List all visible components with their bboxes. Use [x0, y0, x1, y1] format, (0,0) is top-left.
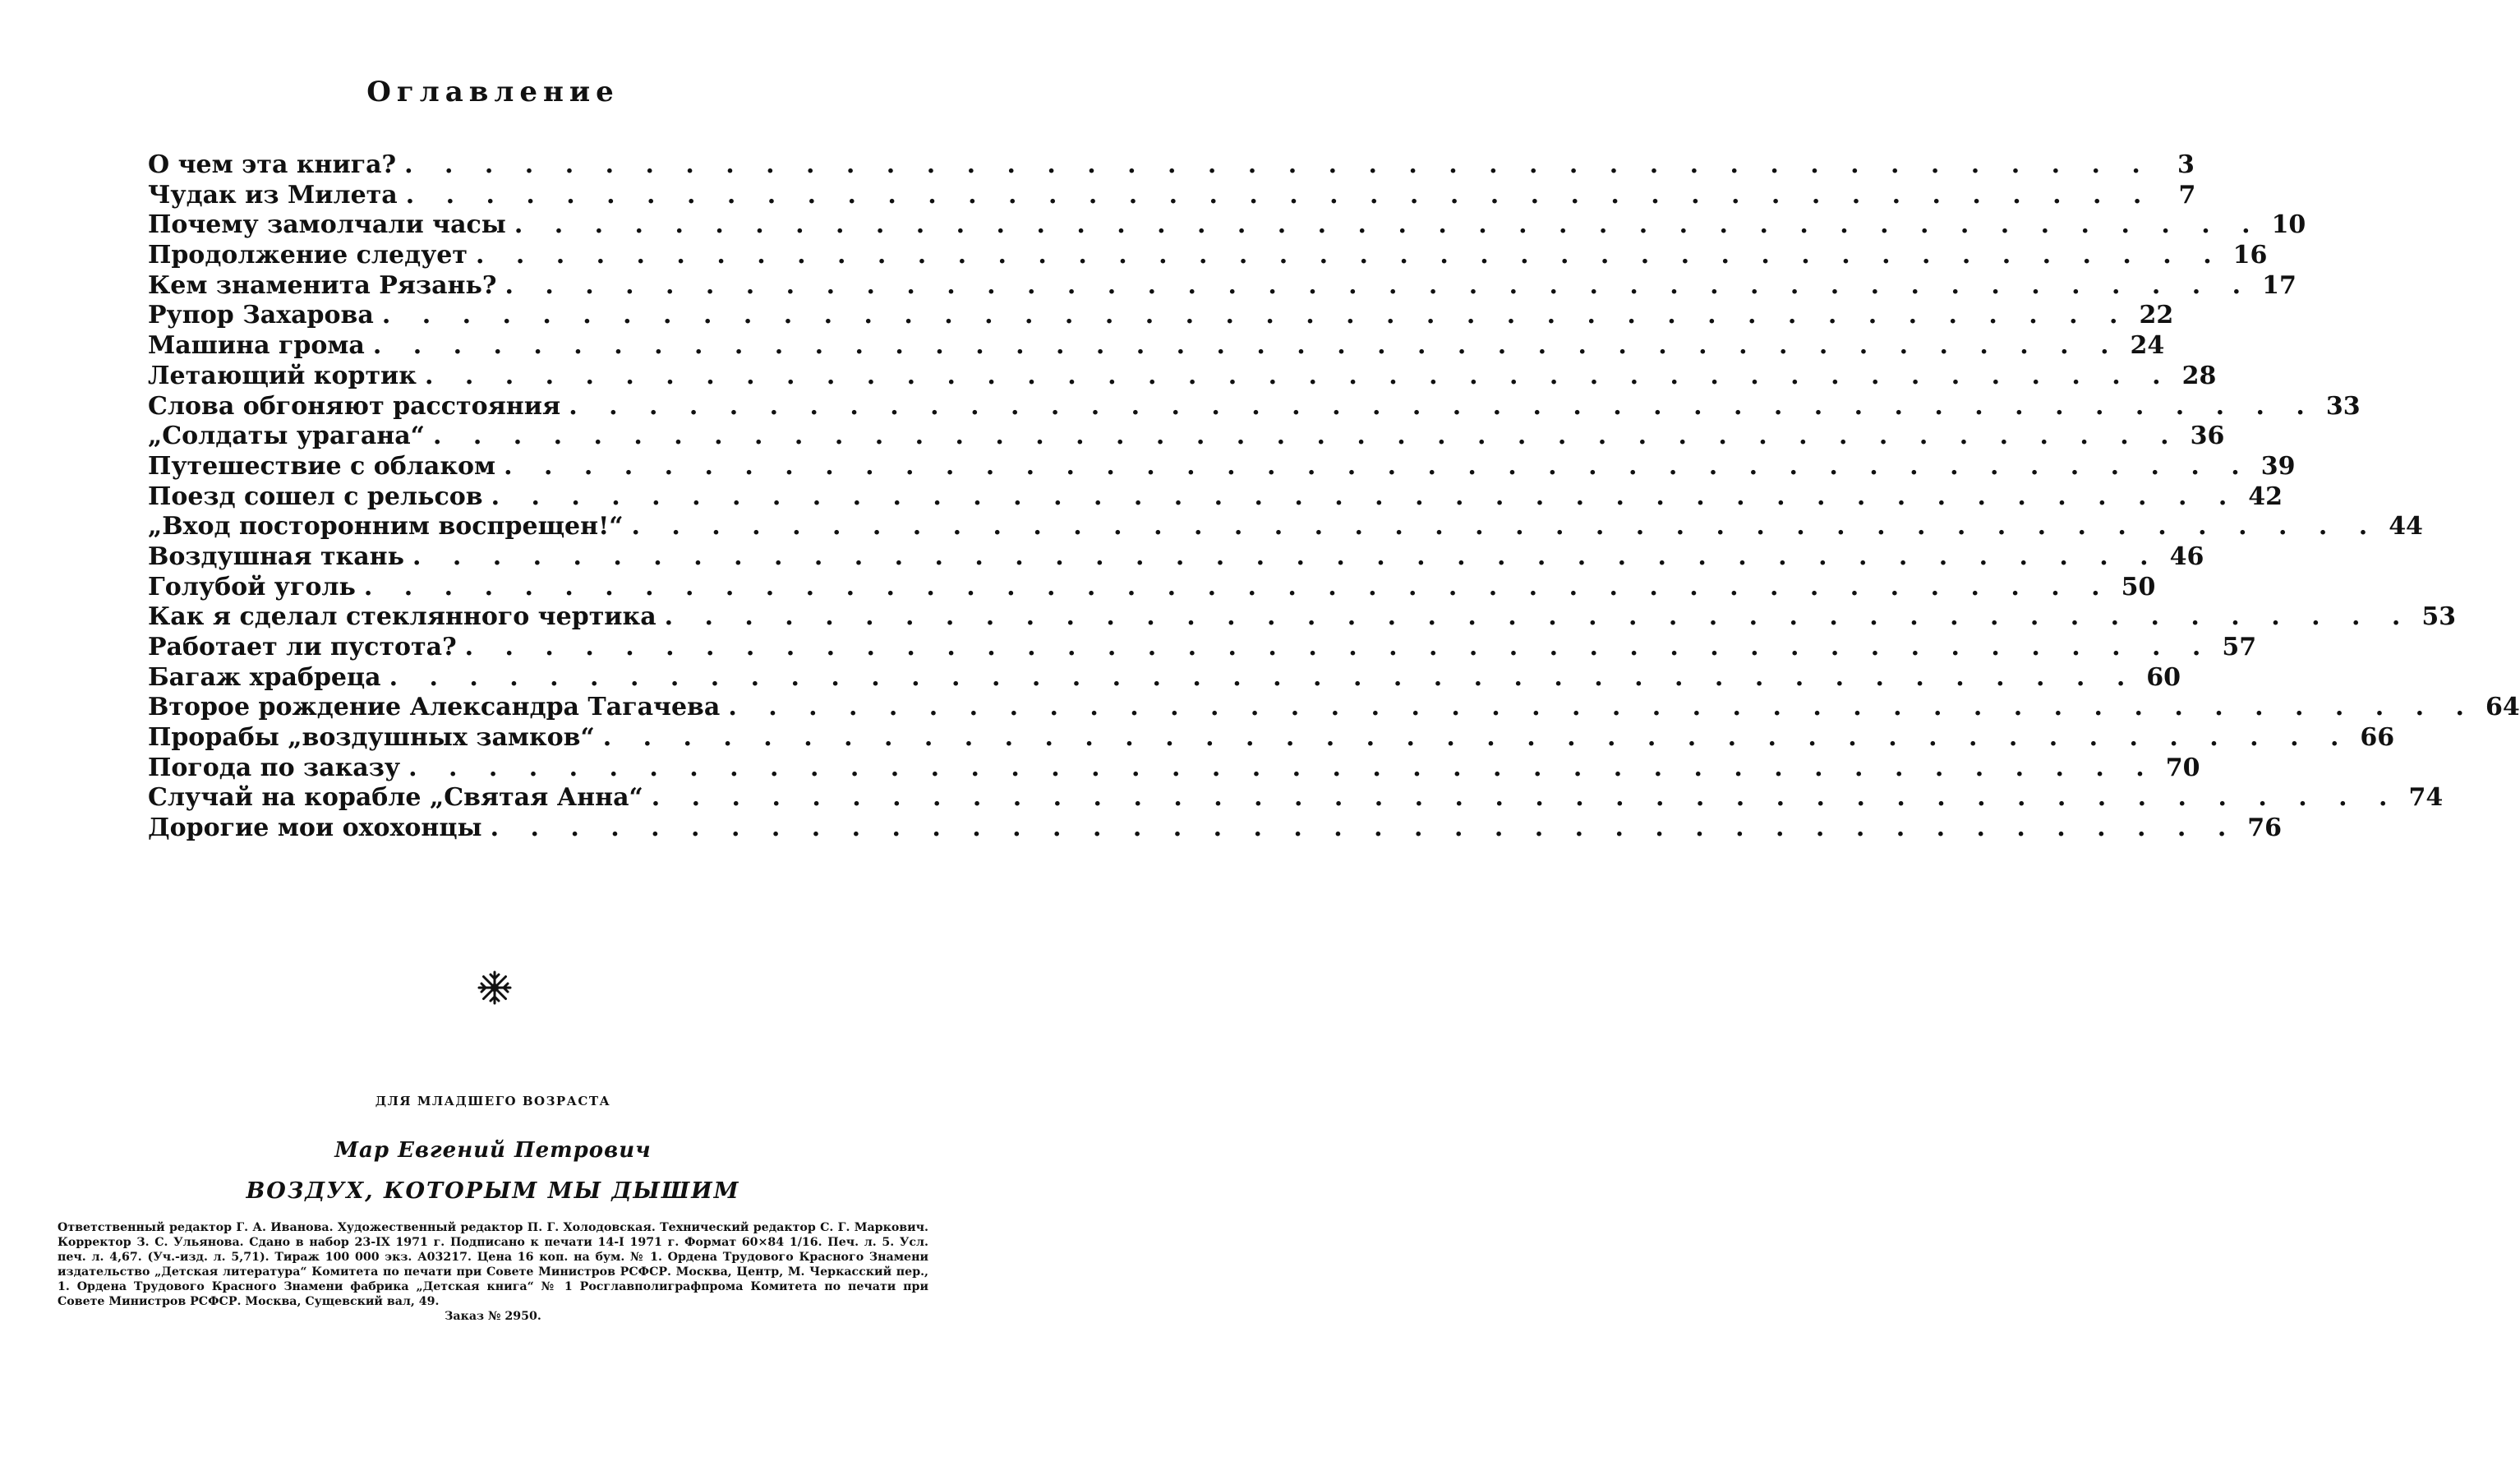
toc-dot-leader: . . . . . . . . . . . . . . . . . . . . . . . . . . . . . . . . . . . . . . . . . . . . [651, 783, 2399, 813]
toc-dot-leader: . . . . . . . . . . . . . . . . . . . . . . . . . . . . . . . . . . . . . . . . . . . . [389, 662, 2137, 692]
toc-dot-leader: . . . . . . . . . . . . . . . . . . . . . . . . . . . . . . . . . . . . . . . . . . . . [405, 180, 2154, 210]
toc-page-number: 24 [2130, 331, 2165, 361]
imprint-book-title: ВОЗДУХ, КОТОРЫМ МЫ ДЫШИМ [246, 1178, 740, 1204]
toc-entry [148, 361, 2217, 392]
toc-entry [148, 331, 2165, 362]
toc-dot-leader: . . . . . . . . . . . . . . . . . . . . . . . . . . . . . . . . . . . . . . . . . . . . [408, 753, 2156, 782]
toc-page-number: 53 [2421, 602, 2457, 632]
imprint-audience: ДЛЯ МЛАДШЕГО ВОЗРАСТА [375, 1094, 611, 1108]
table-of-contents [148, 150, 2520, 844]
imprint-details [58, 1220, 928, 1324]
toc-page-number: 50 [2121, 572, 2156, 601]
toc-entry [148, 572, 2156, 603]
snowflake-ornament-icon [477, 970, 513, 1006]
toc-entry-title: Кем знаменита Рязань? [148, 270, 497, 300]
toc-dot-leader: . . . . . . . . . . . . . . . . . . . . . . . . . . . . . . . . . . . . . . . . . . . . [728, 693, 2476, 722]
toc-entry [148, 723, 2395, 754]
toc-page-number: 44 [2389, 512, 2423, 542]
toc-dot-leader: . . . . . . . . . . . . . . . . . . . . . . . . . . . . . . . . . . . . . . . . . . . . [464, 633, 2213, 661]
toc-page-number: 46 [2169, 542, 2204, 571]
toc-page-number: 33 [2325, 391, 2361, 421]
toc-page-number: 60 [2146, 662, 2181, 692]
imprint-publication-details: Ответственный редактор Г. А. Иванова. Художественный редактор П. Г. Холодовская. Технический редактор С. Г. Маркович. Корректор З. С. Ульянова. Сдано в набор 23-IX 1971 г. Подписано к печати 14-I 1971 г. Формат 60×84 1/16. Печ. л. 5. Усл. печ. л. 4,67. (Уч.-изд. л. 5,71). Тираж 100 000 экз. А03217. Цена 16 коп. на бум. № 1. Ордена Трудового Красного Знамени издательство „Детская литература“ Комитета по печати при Совете Министров РСФСР. Москва, Центр, М. Черкасский пер., 1. Ордена Трудового Красного Знамени фабрика „Детская книга“ № 1 Росглавполиграфпрома Комитета по печати при Совете Министров РСФСР. Москва, Сущевский вал, 49. [58, 1221, 928, 1308]
toc-dot-leader: . . . . . . . . . . . . . . . . . . . . . . . . . . . . . . . . . . . . . . . . . . . . [569, 391, 2316, 421]
toc-entry [148, 210, 2306, 241]
toc-dot-leader: . . . . . . . . . . . . . . . . . . . . . . . . . . . . . . . . . . . . . . . . . . . . [491, 482, 2239, 511]
toc-dot-leader: . . . . . . . . . . . . . . . . . . . . . . . . . . . . . . . . . . . . . . . . . . . . [363, 572, 2112, 601]
toc-page-number: 66 [2360, 723, 2395, 753]
toc-dot-leader: . . . . . . . . . . . . . . . . . . . . . . . . . . . . . . . . . . . . . . . . . . . . [381, 301, 2130, 330]
toc-entry-title: Путешествие с облаком [148, 451, 496, 481]
toc-entry [148, 301, 2174, 331]
toc-page-number: 3 [2177, 150, 2195, 179]
toc-dot-leader: . . . . . . . . . . . . . . . . . . . . . . . . . . . . . . . . . . . . . . . . . . . . [432, 422, 2181, 451]
toc-entry [148, 180, 2196, 211]
toc-page-number: 16 [2232, 241, 2268, 270]
toc-entry-title: Как я сделал стеклянного чертика [148, 602, 656, 632]
toc-page-number: 76 [2247, 813, 2283, 843]
toc-page-number: 42 [2248, 482, 2283, 511]
toc-dot-leader: . . . . . . . . . . . . . . . . . . . . . . . . . . . . . . . . . . . . . . . . . . . . [412, 542, 2160, 571]
toc-entry [148, 633, 2257, 663]
toc-entry [148, 241, 2268, 271]
toc-entry [148, 512, 2423, 542]
toc-entry [148, 542, 2204, 573]
toc-entry [148, 813, 2283, 844]
toc-dot-leader: . . . . . . . . . . . . . . . . . . . . . . . . . . . . . . . . . . . . . . . . . . . . [514, 210, 2262, 240]
toc-entry-title: Работает ли пустота? [148, 633, 457, 661]
toc-entry [148, 783, 2444, 813]
toc-page-number: 36 [2190, 422, 2225, 451]
toc-page-number: 57 [2222, 633, 2257, 661]
toc-dot-leader: . . . . . . . . . . . . . . . . . . . . . . . . . . . . . . . . . . . . . . . . . . . . [475, 241, 2223, 270]
toc-entry-title: Слова обгоняют расстояния [148, 391, 561, 421]
toc-dot-leader: . . . . . . . . . . . . . . . . . . . . . . . . . . . . . . . . . . . . . . . . . . . . [404, 150, 2152, 179]
toc-entry-title: Продолжение следует [148, 241, 468, 270]
toc-entry [148, 753, 2200, 784]
toc-entry [148, 422, 2225, 452]
toc-dot-leader: . . . . . . . . . . . . . . . . . . . . . . . . . . . . . . . . . . . . . . . . . . . . [490, 813, 2238, 843]
imprint-author: Мар Евгений Петрович [334, 1138, 652, 1163]
toc-entry-title: Прорабы „воздушных замков“ [148, 723, 595, 753]
toc-entry-title: „Вход посторонним воспрещен!“ [148, 512, 624, 542]
toc-page-number: 70 [2165, 753, 2200, 782]
toc-page-number: 22 [2139, 301, 2174, 330]
toc-entry [148, 693, 2520, 723]
toc-entry [148, 662, 2181, 694]
toc-page-number: 7 [2178, 180, 2196, 210]
toc-entry-title: Второе рождение Александра Тагачева [148, 693, 721, 722]
toc-page-number: 64 [2485, 693, 2520, 722]
toc-title: Оглавление [366, 76, 620, 108]
toc-page-number: 39 [2260, 451, 2296, 481]
toc-entry [148, 602, 2457, 633]
toc-entry-title: Рупор Захарова [148, 301, 374, 330]
toc-entry-title: Чудак из Милета [148, 180, 398, 210]
toc-dot-leader: . . . . . . . . . . . . . . . . . . . . . . . . . . . . . . . . . . . . . . . . . . . . [504, 270, 2253, 300]
toc-dot-leader: . . . . . . . . . . . . . . . . . . . . . . . . . . . . . . . . . . . . . . . . . . . . [504, 451, 2251, 481]
toc-entry-title: Багаж храбреца [148, 662, 381, 692]
toc-entry-title: Машина грома [148, 331, 365, 361]
toc-entry-title: Голубой уголь [148, 572, 356, 601]
toc-dot-leader: . . . . . . . . . . . . . . . . . . . . . . . . . . . . . . . . . . . . . . . . . . . . [602, 723, 2351, 753]
toc-entry [148, 391, 2361, 422]
toc-dot-leader: . . . . . . . . . . . . . . . . . . . . . . . . . . . . . . . . . . . . . . . . . . . . [664, 602, 2412, 632]
toc-entry-title: Воздушная ткань [148, 542, 404, 571]
toc-entry [148, 482, 2283, 513]
toc-entry-title: Дорогие мои охохонцы [148, 813, 482, 843]
toc-entry-title: „Солдаты урагана“ [148, 422, 425, 451]
toc-entry [148, 270, 2297, 302]
toc-dot-leader: . . . . . . . . . . . . . . . . . . . . . . . . . . . . . . . . . . . . . . . . . . . . [372, 331, 2121, 361]
toc-page-number: 28 [2181, 361, 2217, 390]
toc-page-number: 74 [2408, 783, 2444, 813]
toc-entry-title: О чем эта книга? [148, 150, 397, 179]
toc-entry-title: Почему замолчали часы [148, 210, 506, 240]
toc-entry-title: Летающий кортик [148, 361, 417, 390]
toc-page-number: 10 [2271, 210, 2306, 240]
toc-dot-leader: . . . . . . . . . . . . . . . . . . . . . . . . . . . . . . . . . . . . . . . . . . . . [631, 512, 2379, 542]
toc-page-number: 17 [2262, 270, 2297, 300]
toc-entry [148, 150, 2195, 181]
toc-entry [148, 451, 2296, 482]
toc-dot-leader: . . . . . . . . . . . . . . . . . . . . . . . . . . . . . . . . . . . . . . . . . . . . [424, 361, 2172, 390]
imprint-order-number: Заказ № 2950. [445, 1310, 541, 1323]
toc-entry-title: Поезд сошел с рельсов [148, 482, 483, 511]
toc-entry-title: Случай на корабле „Святая Анна“ [148, 783, 643, 813]
toc-entry-title: Погода по заказу [148, 753, 401, 782]
